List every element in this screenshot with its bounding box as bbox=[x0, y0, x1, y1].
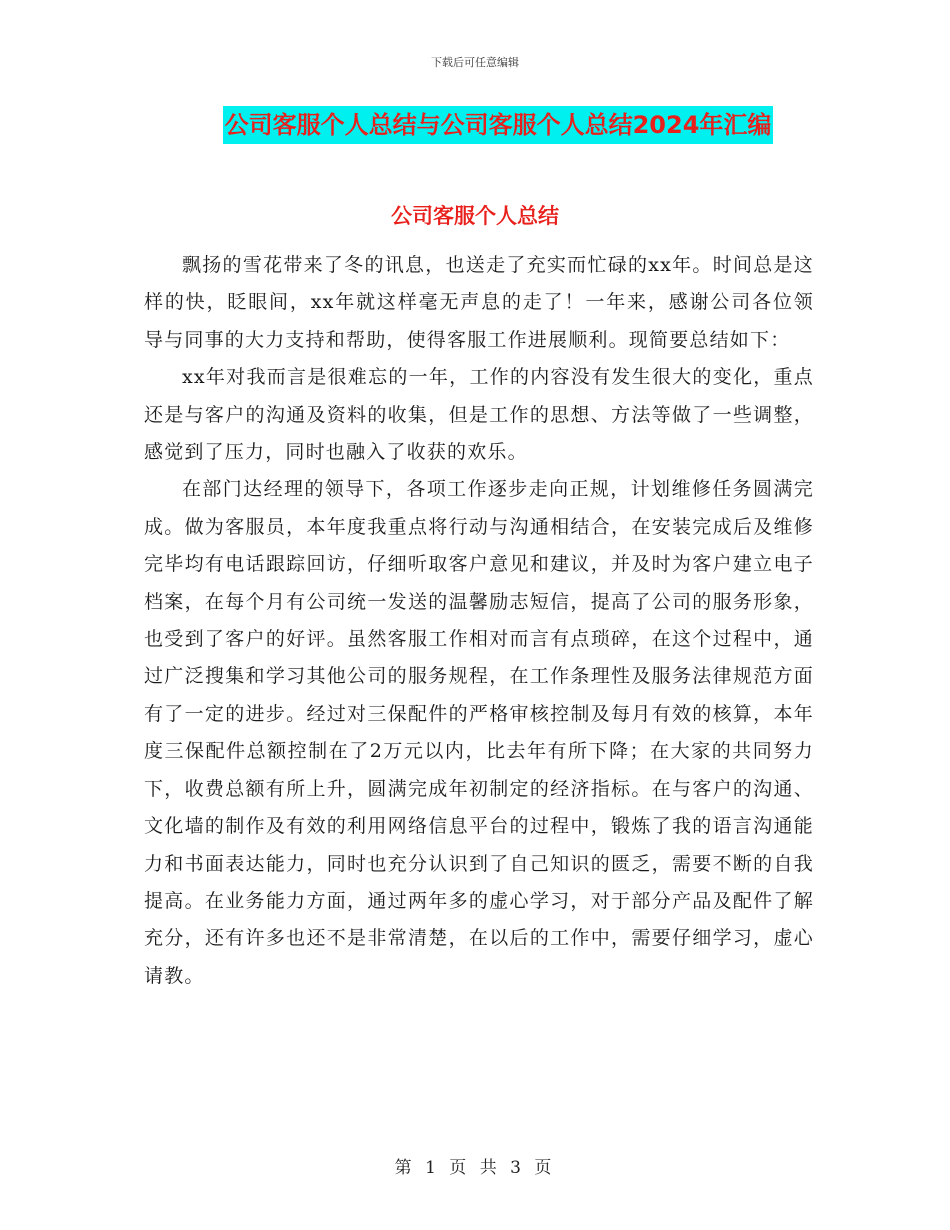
main-title-container bbox=[0, 106, 950, 144]
section-title: 公司客服个人总结 bbox=[391, 204, 559, 228]
paragraph-year-review: xx年对我而言是很难忘的一年，工作的内容没有发生很大的变化，重点还是与客户的沟通及资料的收集，但是工作的思想、方法等做了一些调整，感觉到了压力，同时也融入了收获的欢乐。 bbox=[144, 366, 814, 464]
document-main-title: 公司客服个人总结与公司客服个人总结2024年汇编 bbox=[223, 106, 774, 144]
download-note: 下载后可任意编辑 bbox=[431, 56, 519, 69]
page-number-footer: 第 1 页 共 3 页 bbox=[394, 1158, 556, 1178]
paragraph-work-details: 在部门达经理的领导下，各项工作逐步走向正规，计划维修任务圆满完成。做为客服员，本年度我重点将行动与沟通相结合，在安装完成后及维修完毕均有电话跟踪回访，仔细听取客户意见和建议，并及时为客户建立电子档案，在每个月有公司统一发送的温馨励志短信，提高了公司的服务形象，也受到了客户的好评。虽然客服工作相对而言有点琐碎，在这个过程中，通过广泛搜集和学习其他公司的服务规程，在工作条理性及服务法律规范方面有了一定的进步。经过对三保配件的严格审核控制及每月有效的核算，本年度三保配件总额控制在了2万元以内，比去年有所下降；在大家的共同努力下，收费总额有所上升，圆满完成年初制定的经济指标。在与客户的沟通、文化墙的制作及有效的利用网络信息平台的过程中，锻炼了我的语言沟通能力和书面表达能力，同时也充分认识到了自己知识的匮乏，需要不断的自我提高。在业务能力方面，通过两年多的虚心学习，对于部分产品及配件了解充分，还有许多也还不是非常清楚，在以后的工作中，需要仔细学习，虚心请教。 bbox=[144, 478, 814, 987]
document-body bbox=[144, 247, 814, 995]
paragraph-intro: 飘扬的雪花带来了冬的讯息，也送走了充实而忙碌的xx年。时间总是这样的快，眨眼间，xx年就这样毫无声息的走了！一年来，感谢公司各位领导与同事的大力支持和帮助，使得客服工作进展顺利。现简要总结如下： bbox=[144, 254, 814, 351]
